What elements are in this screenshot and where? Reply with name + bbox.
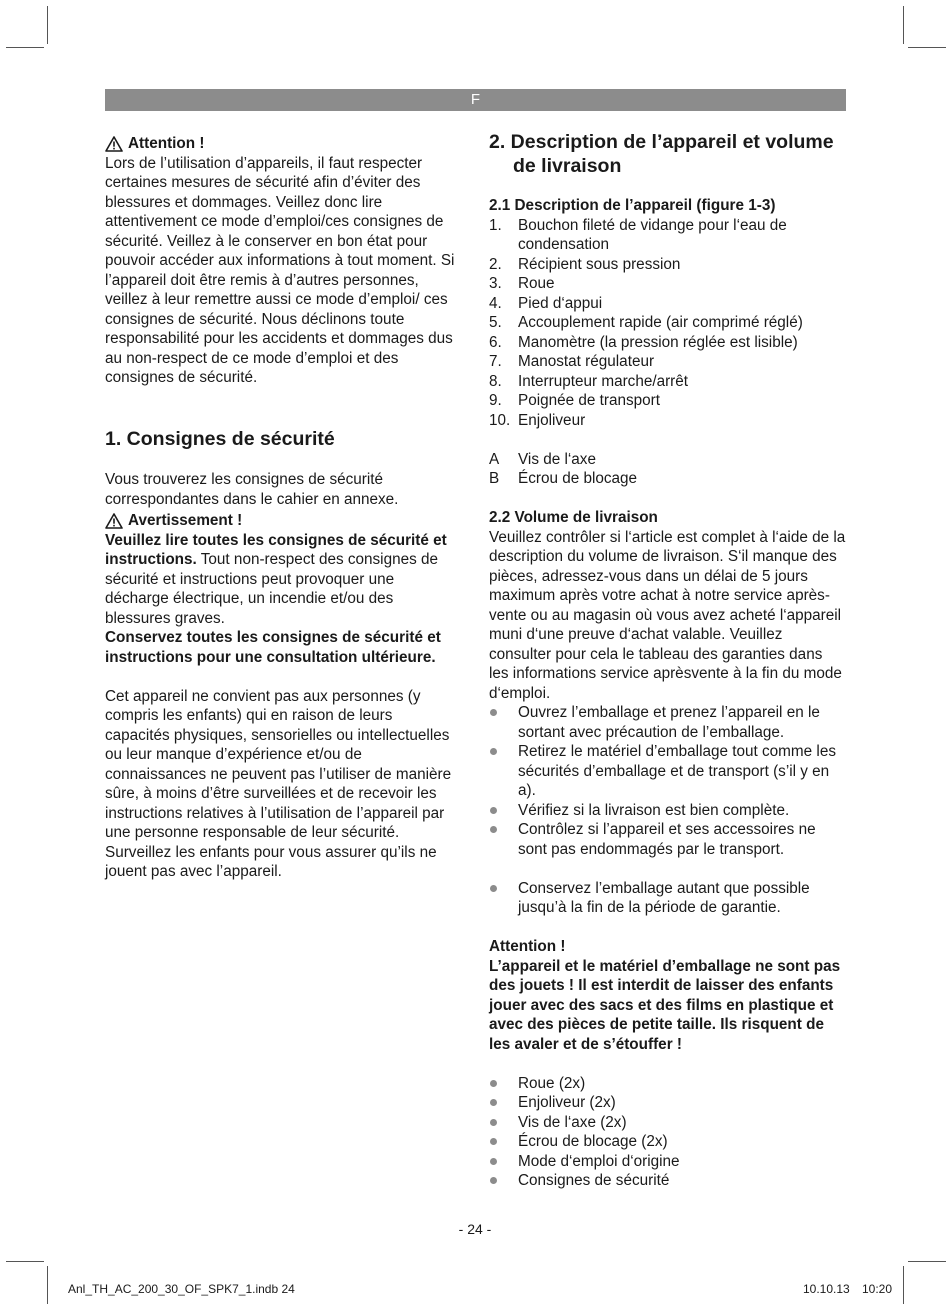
section2-title: 2. Description de l’appareil et volume de livraison	[489, 131, 834, 177]
section1-title: 1. Consignes de sécurité	[105, 427, 335, 450]
crop-mark	[908, 1261, 946, 1262]
attention-heading	[105, 134, 460, 154]
list-item: 1. Bouchon fileté de vidange pour l‘eau de condensation	[489, 216, 787, 253]
warning-keep-instructions: Conservez toutes les consignes de sécurité et instructions pour une consultation ultérieure.	[105, 629, 441, 666]
list-item: 7. Manostat régulateur	[489, 353, 655, 370]
footer-date: 10.10.13	[803, 1282, 850, 1296]
footer-time: 10:20	[862, 1282, 893, 1296]
list-item: Vérifiez si la livraison est bien complète.	[489, 801, 846, 821]
language-band: F	[105, 89, 846, 111]
bullet-icon	[489, 1152, 518, 1172]
list-item: Enjoliveur (2x)	[489, 1093, 846, 1113]
list-item: Retirez le matériel d’emballage tout comme les sécurités d’emballage et de transport (s’il y en a).	[489, 742, 846, 801]
attention-title: Attention !	[128, 135, 205, 152]
list-item: 6. Manomètre (la pression réglée est lisible)	[489, 333, 798, 351]
subsection-2-2-title: 2.2 Volume de livraison	[489, 509, 658, 526]
list-item: 5. Accouplement rapide (air comprimé réglé)	[489, 314, 803, 331]
bullet-icon	[489, 801, 518, 821]
letter-parts-list	[489, 450, 846, 489]
attention-paragraph-right: L’appareil et le matériel d’emballage ne sont pas des jouets ! Il est interdit de laisser des enfants jouer avec des sacs et des films en plastique et avec des pièces de petite taille. Ils risquent de les avaler et de s’étouffer !	[489, 957, 841, 1053]
bullet-icon	[489, 820, 518, 859]
list-item: Roue (2x)	[489, 1074, 846, 1094]
bullet-icon	[489, 1093, 518, 1113]
list-item: 8. Interrupteur marche/arrêt	[489, 372, 689, 390]
warning-paragraph	[105, 531, 460, 629]
warning-title: Avertissement !	[128, 512, 243, 529]
delivery-paragraph: Veuillez contrôler si l‘article est complet à l‘aide de la description du volume de livraison. S‘il manque des pièces, adressez-vous dans un délai de 5 jours maximum après votre achat à notre service après-vente ou au magasin où vous avez acheté l‘appareil muni d‘une preuve d‘achat valable. Veuillez consulter pour cela le tableau des garanties dans les informations service aprèsvente à la fin du mode d‘emploi.	[489, 528, 846, 702]
keep-packaging-step	[489, 879, 846, 918]
footer-file: Anl_TH_AC_200_30_OF_SPK7_1.indb 24	[68, 1282, 295, 1296]
warning-bold-lead: Veuillez lire toutes les consignes de sécurité et instructions.	[105, 531, 447, 568]
parts-list	[489, 216, 846, 431]
children-paragraph: Cet appareil ne convient pas aux personnes (y compris les enfants) qui en raison de leurs capacités physiques, sensorielles ou intellectuelles ou leur manque d’expérience et/ou de connaissances ne peuvent pas l’utiliser de manière sûre, à moins d’être surveillées et de recevoir les instructions relatives à l’utilisation de l’appareil par une personne responsable de leur sécurité.	[105, 687, 452, 841]
crop-mark	[47, 1266, 48, 1304]
attention-title-right: Attention !	[489, 938, 566, 955]
bullet-icon	[489, 742, 518, 801]
crop-mark	[903, 1266, 904, 1304]
supervise-paragraph: Surveillez les enfants pour vous assurer qu’ils ne jouent pas avec l’appareil.	[105, 843, 437, 880]
warning-icon	[105, 513, 123, 529]
bullet-icon	[489, 1171, 518, 1191]
contents-list	[489, 1074, 846, 1191]
list-item: 4. Pied d‘appui	[489, 294, 603, 312]
warning-text: Tout non-respect des consignes de sécurité et instructions peut provoquer une décharge électrique, un incendie et/ou des blessures graves.	[105, 551, 439, 627]
list-item: Consignes de sécurité	[489, 1171, 846, 1191]
warning-icon	[105, 136, 123, 152]
bullet-icon	[489, 703, 518, 742]
bullet-icon	[489, 879, 518, 918]
crop-mark	[6, 1261, 44, 1262]
bullet-icon	[489, 1132, 518, 1152]
list-item: B Écrou de blocage	[489, 470, 638, 487]
unpacking-steps	[489, 703, 846, 859]
attention-paragraph: Lors de l’utilisation d’appareils, il faut respecter certaines mesures de sécurité afin d’éviter des blessures et dommages. Veillez donc lire attentivement ce mode d’emploi/ces consignes de sécurité. Veillez à le conserver en bon état pour pouvoir accéder aux informations à tout moment. Si l’appareil doit être remis à d’autres personnes, veillez à leur remettre aussi ce mode d’emploi/ ces consignes de sécurité. Nous déclinons toute responsabilité pour les accidents et dommages dus au non-respect de ce mode d’emploi et des consignes de sécurité.	[105, 154, 455, 386]
crop-mark	[47, 6, 48, 44]
list-item: Vis de l‘axe (2x)	[489, 1113, 846, 1133]
crop-mark	[6, 47, 44, 48]
bullet-icon	[489, 1074, 518, 1094]
left-column	[105, 130, 460, 882]
bullet-icon	[489, 1113, 518, 1133]
crop-mark	[908, 47, 946, 48]
right-column	[489, 130, 846, 1191]
list-item: Mode d‘emploi d‘origine	[489, 1152, 846, 1172]
section1-intro: Vous trouverez les consignes de sécurité correspondantes dans le cahier en annexe.	[105, 471, 399, 508]
crop-mark	[903, 6, 904, 44]
list-item: 9. Poignée de transport	[489, 392, 661, 409]
warning-heading	[105, 511, 460, 531]
list-item: Conservez l’emballage autant que possible jusqu’à la fin de la période de garantie.	[489, 879, 846, 918]
list-item: 10. Enjoliveur	[489, 411, 586, 429]
list-item: Écrou de blocage (2x)	[489, 1132, 846, 1152]
page-number: - 24 -	[458, 1221, 492, 1237]
list-item: Ouvrez l’emballage et prenez l’appareil en le sortant avec précaution de l’emballage.	[489, 703, 846, 742]
list-item: A Vis de l‘axe	[489, 450, 596, 468]
subsection-2-1-title: 2.1 Description de l’appareil (figure 1-3)	[489, 197, 776, 214]
list-item: Contrôlez si l’appareil et ses accessoires ne sont pas endommagés par le transport.	[489, 820, 846, 859]
list-item: 2. Récipient sous pression	[489, 255, 681, 273]
list-item: 3. Roue	[489, 275, 555, 292]
